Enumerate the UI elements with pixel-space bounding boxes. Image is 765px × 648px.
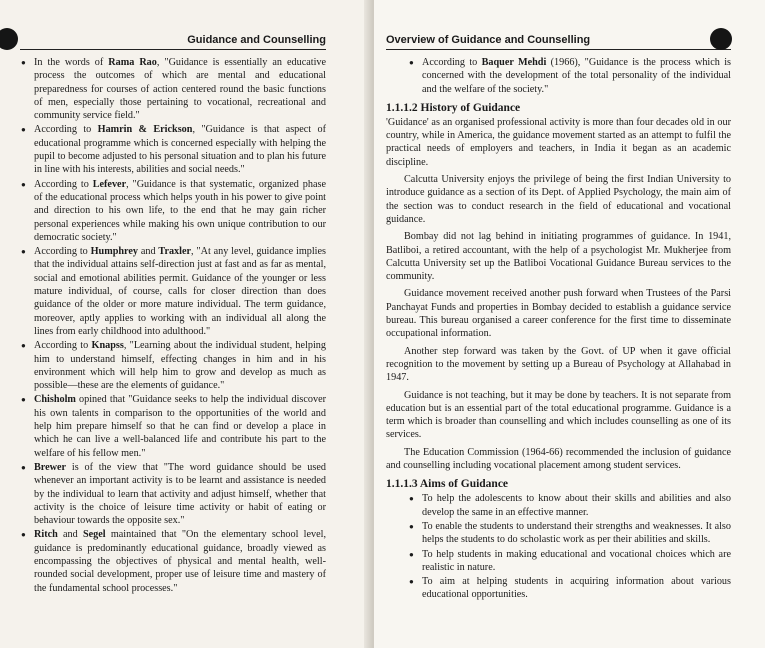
author-name: Segel	[82, 529, 106, 541]
list-item	[20, 461, 326, 527]
item-text: , "Guidance is that aspect of educational programme which is concerned especially with helping the pupil to become adjusted to his personal situation and to plan his future in line with his interests, abilities and social needs."	[34, 124, 326, 176]
author-name: Chisholm	[34, 394, 76, 406]
item-text: In the words of	[34, 57, 109, 68]
item-text: According to	[34, 340, 92, 352]
paragraph: 'Guidance' as an organised professional activity is more than four decades old in our country, while in America, the guidance movement started as an attempt to fulfil the practical needs of employers and teachers, in India it began as an academic discipline.	[386, 116, 731, 168]
paragraph: The Education Commission (1964-66) recommended the inclusion of guidance and counselling including vocational placement among student services.	[386, 446, 731, 472]
list-item: ● To help the adolescents to know about their skills and abilities and also develop the same in an effective manner.	[408, 492, 731, 519]
list-item: ● To enable the students to understand their strengths and weaknesses. It also helps the students to do scholastic work as per their abilities and skills.	[408, 520, 731, 547]
definitions-list-continued	[386, 56, 731, 96]
list-item	[20, 393, 326, 459]
list-item	[20, 56, 326, 122]
author-name: Rama Rao	[108, 57, 157, 68]
item-text: , "Guidance is that systematic, organized phase of the educational process which helps youth in his power to give point and direction to his own life, to the end that he may gain richer personal experiences while making his own unique contribution to our democratic society."	[34, 178, 326, 243]
list-item: ● To help students in making educational and vocational choices which are realistic in nature.	[408, 548, 731, 575]
item-text: is of the view that "The word guidance should be used whenever an important activity is to be learnt and assistance is needed by the individual to learn that activity and adjust himself, whether that activity is the choice of leisure time activity or habit of eating or behaviour towards the opposite sex."	[34, 461, 326, 527]
item-text: (1966), "Guidance is the process which is concerned with the development of the total personality of the individual and the welfare of the society."	[422, 57, 731, 95]
item-text: , "Learning about the individual student, helping him to understand himself, effecting changes in him and in his environment which will help him to grow and develop as much as possible—these are the elements of guidance."	[34, 340, 326, 392]
item-text: , "At any level, guidance implies that the individual attains self-direction just at fast and as far as mental, social and emotional abilities permit. Guidance of the younger or less mature individual, of course, calls for closer direction than does guidance of the older or more mature individual. The term guidance, moreover, aptly applies to working with an individual all along the lines from early childhood into adulthood."	[34, 246, 326, 337]
list-item	[20, 245, 326, 338]
item-text: According to	[422, 57, 482, 68]
item-text: According to	[34, 246, 91, 258]
definitions-list	[20, 56, 326, 595]
author-name: Baquer Mehdi	[481, 57, 547, 68]
author-name: Hamrin & Erickson	[97, 124, 193, 136]
item-text: and	[138, 246, 159, 258]
running-header: Guidance and Counselling	[20, 34, 326, 50]
list-item	[408, 56, 731, 96]
section-heading-aims: 1.1.1.3 Aims of Guidance	[386, 478, 509, 491]
author-name: Traxler	[158, 246, 192, 258]
left-page	[0, 0, 372, 648]
list-item	[20, 339, 326, 392]
paragraph: Guidance movement received another push forward when Trustees of the Parsi Panchayat Funds and properties in Bombay decided to establish a guidance service bureau. This bureau organised a career conference for the first time to disseminate occupational information.	[386, 288, 731, 340]
item-text: opined that "Guidance seeks to help the individual discover his own talents in comparison to the opportunities of the world and help him prepare himself so that he can find or develop a place in which he can live a well-balanced life and contribute his part to the welfare of his fellow men."	[34, 394, 326, 459]
page-marker-dot	[710, 28, 732, 50]
running-header: Overview of Guidance and Counselling	[386, 34, 731, 50]
list-item	[20, 123, 326, 176]
item-text: and	[57, 529, 83, 541]
item-text: maintained that "On the elementary school level, guidance is predominantly educational guidance, broadly viewed as encompassing the objectives of physical and mental health, well-rounded social development, proper use of leisure time and mastery of the fundamental school processes."	[34, 529, 326, 594]
paragraph: Another step forward was taken by the Govt. of UP when it gave official recognition to the movement by setting up a Bureau of Psychology at Allahabad in 1947.	[386, 345, 731, 384]
paragraph: Guidance is not teaching, but it may be done by teachers. It is not separate from education but is an essential part of the total educational programme. Guidance is a term which is broader than counselling and which includes counselling as one of its services.	[386, 389, 731, 441]
author-name: Humphrey	[90, 246, 138, 258]
item-text: According to	[34, 124, 98, 136]
paragraph: Bombay did not lag behind in initiating programmes of guidance. In 1941, Batliboi, a retired accountant, with the help of a psychologist Mr. Mukherjee from Calcutta University set up the Batliboi Vocational Guidance Bureau services to the community.	[386, 231, 731, 283]
aims-list	[386, 492, 731, 601]
author-name: Knapss	[91, 340, 124, 352]
item-text: , "Guidance is essentially an educative process the outcomes of which are mental and educational preparedness for courses of action centered round the basic functions of men, especially those pertaining to vocational, recreational and community service field."	[34, 57, 327, 122]
list-item: ● To aim at helping students in acquiring information about various educational opportunities.	[408, 575, 731, 602]
list-item	[20, 178, 326, 244]
author-name: Lefever	[92, 178, 127, 190]
author-name: Ritch	[34, 529, 58, 541]
author-name: Brewer	[34, 461, 67, 473]
list-item	[20, 528, 326, 594]
item-text: According to	[34, 178, 93, 190]
paragraph: Calcutta University enjoys the privilege of being the first Indian University to introduce guidance as a section of its Dept. of Applied Psychology, the main aim of the section was to conduct research in the field of educational and vocational guidance.	[386, 174, 731, 225]
section-heading-history: 1.1.1.2 History of Guidance	[386, 101, 521, 114]
right-page	[374, 0, 765, 648]
